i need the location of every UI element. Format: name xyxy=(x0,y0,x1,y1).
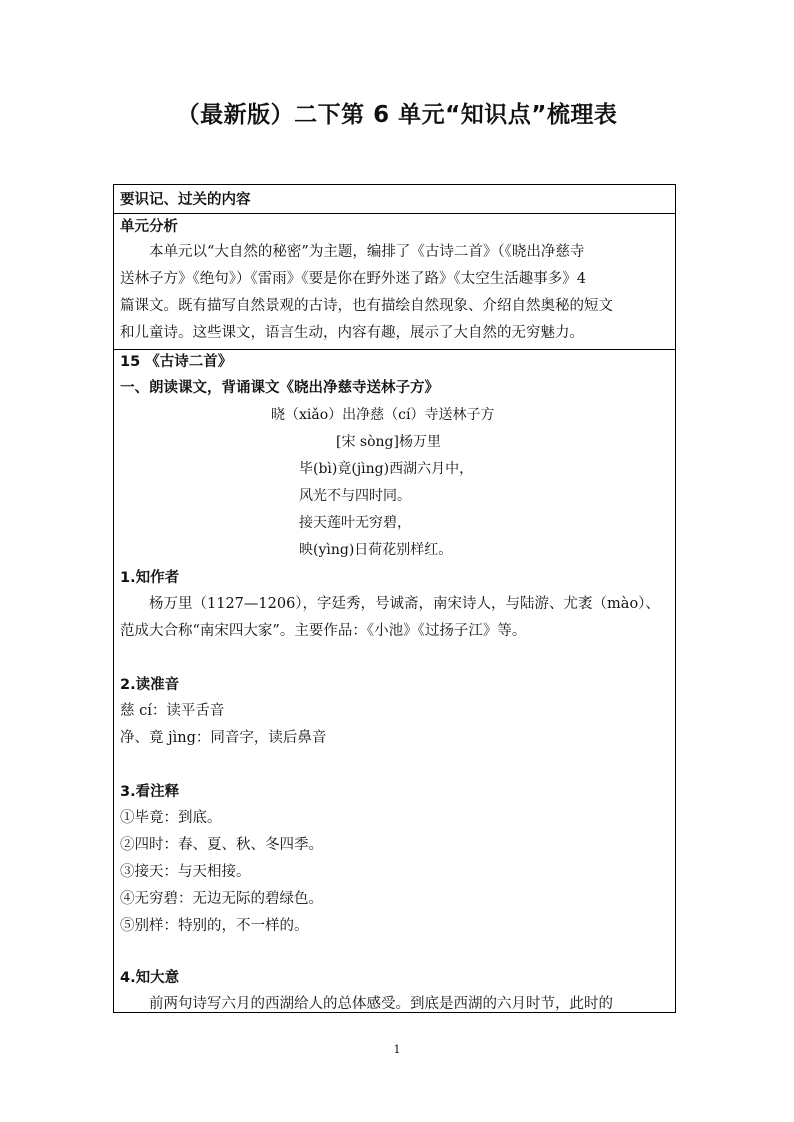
unit-analysis-line: 篇课文。既有描写自然景观的古诗，也有描绘自然现象、介绍自然奥秘的短文 xyxy=(120,298,613,314)
content-table xyxy=(113,184,676,1013)
author-heading: 1.知作者 xyxy=(120,570,180,586)
notes-heading: 3.看注释 xyxy=(120,784,180,800)
unit-analysis-heading: 单元分析 xyxy=(120,219,178,235)
poem-line: 接天莲叶无穷碧， xyxy=(299,515,411,531)
note-item: ③接天：与天相接。 xyxy=(120,864,251,880)
pronunciation-line: 慈 cí：读平舌音 xyxy=(120,703,225,719)
unit-analysis-line: 本单元以“大自然的秘密”为主题，编排了《古诗二首》（《晓出净慈寺 xyxy=(149,244,585,260)
poem-line: 毕(bì)竟(jìng)西湖六月中， xyxy=(299,461,474,477)
author-line: 范成大合称“南宋四大家”。主要作品：《小池》《过扬子江》等。 xyxy=(120,623,527,639)
unit-analysis-line: 和儿童诗。这些课文，语言生动，内容有趣，展示了大自然的无穷魅力。 xyxy=(120,325,584,341)
note-item: ⑤别样：特别的，不一样的。 xyxy=(120,918,309,934)
poem-author: [宋 sòng]杨万里 xyxy=(336,434,441,450)
meaning-heading: 4.知大意 xyxy=(120,970,180,986)
unit-analysis-line: 送林子方》《绝句》）《雷雨》《要是你在野外迷了路》《太空生活趣事多》4 xyxy=(120,271,586,287)
meaning-line: 前两句诗写六月的西湖给人的总体感受。到底是西湖的六月时节，此时的 xyxy=(149,996,613,1012)
poem-line: 映(yìng)日荷花别样红。 xyxy=(299,542,453,558)
row-divider xyxy=(114,213,675,214)
lesson-heading: 15 《古诗二首》 xyxy=(120,354,233,370)
author-line: 杨万里（1127—1206），字廷秀，号诚斋，南宋诗人，与陆游、尤袤（mào）、 xyxy=(149,596,660,612)
note-item: ①毕竟：到底。 xyxy=(120,810,222,826)
pronunciation-heading: 2.读准音 xyxy=(120,677,180,693)
row-divider xyxy=(114,349,675,350)
page-number: 1 xyxy=(393,1043,401,1056)
poem-title: 晓（xiǎo）出净慈（cí）寺送林子方 xyxy=(271,407,495,423)
document-title: （最新版）二下第 6 单元“知识点”梳理表 xyxy=(176,102,618,128)
section-heading: 一、朗读课文，背诵课文《晓出净慈寺送林子方》 xyxy=(120,380,439,396)
poem-line: 风光不与四时同。 xyxy=(299,488,411,504)
pronunciation-line: 净、竟 jìng：同音字，读后鼻音 xyxy=(120,730,327,746)
header-row-text: 要识记、过关的内容 xyxy=(120,192,251,208)
note-item: ②四时：春、夏、秋、冬四季。 xyxy=(120,837,323,853)
note-item: ④无穷碧：无边无际的碧绿色。 xyxy=(120,891,323,907)
